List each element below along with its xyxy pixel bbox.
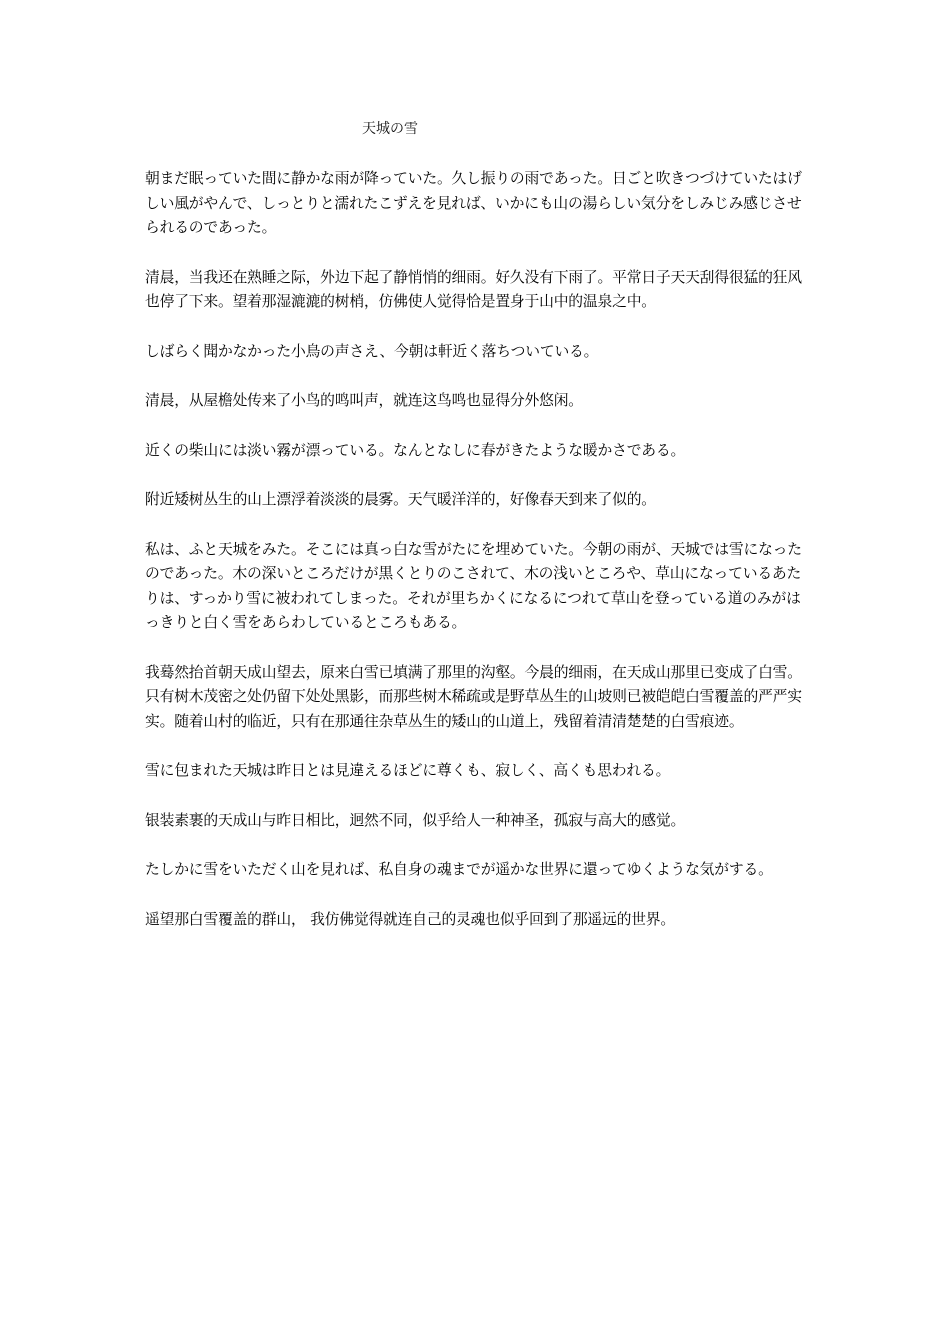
document-body <box>145 167 813 957</box>
paragraph-chinese-2: 清晨，从屋檐处传来了小鸟的鸣叫声，就连这鸟鸣也显得分外悠闲。 <box>145 392 583 409</box>
paragraph-chinese-5: 银装素裹的天成山与昨日相比，迥然不同，似乎给人一种神圣，孤寂与高大的感觉。 <box>145 811 686 829</box>
paragraph-japanese-1: 朝まだ眠っていた間に静かな雨が降っていた。久し振りの雨であった。日ごと吹きつづけていたはげしい風がやんで、しっとりと濡れたこずえを見れば、いかにも山の湯らしい気分をしみじみ感じさせられるのであった。 <box>145 170 802 236</box>
paragraph-chinese-4: 我蓦然抬首朝天成山望去，原来白雪已填满了那里的沟壑。今晨的细雨，在天成山那里已变成了白雪。只有树木茂密之处仍留下处处黑影，而那些树木稀疏或是野草丛生的山坡则已被皑皑白雪覆盖的严严实实。随着山村的临近，只有在那通往杂草丛生的矮山的山道上，残留着清清楚楚的白雪痕迹。 <box>145 663 802 730</box>
paragraph-japanese-5: 雪に包まれた天城は昨日とは見違えるほどに尊くも、寂しく、高くも思われる。 <box>145 762 671 779</box>
paragraph-japanese-6: たしかに雪をいただく山を見れば、私自身の魂までが遥かな世界に還ってゆくような気がする。 <box>145 861 773 878</box>
paragraph-chinese-3: 附近矮树丛生的山上漂浮着淡淡的晨雾。天气暖洋洋的，好像春天到来了似的。 <box>145 491 656 508</box>
paragraph-japanese-4: 私は、ふと天城をみた。そこには真っ白な雪がたにを埋めていた。今朝の雨が、天城では雪になったのであった。木の深いところだけが黒くとりのこされて、木の浅いところや、草山になっているあたりは、すっかり雪に被われてしまった。それが里ちかくになるにつれて草山を登っている道のみがはっきりと白く雪をあらわしているところもある。 <box>145 540 802 631</box>
document-title: 天城の雪 <box>362 121 418 137</box>
paragraph-japanese-2: しばらく聞かなかった小鳥の声さえ、今朝は軒近く落ちついている。 <box>145 342 599 360</box>
paragraph-chinese-6: 遥望那白雪覆盖的群山， 我仿佛觉得就连自己的灵魂也似乎回到了那遥远的世界。 <box>145 910 675 928</box>
paragraph-chinese-1: 清晨，当我还在熟睡之际，外边下起了静悄悄的细雨。好久没有下雨了。平常日子天天刮得很猛的狂风也停了下来。望着那湿漉漉的树梢，仿佛使人觉得恰是置身于山中的温泉之中。 <box>145 268 802 310</box>
paragraph-japanese-3: 近くの柴山には淡い霧が漂っている。なんとなしに春がきたような暖かさである。 <box>145 441 686 459</box>
